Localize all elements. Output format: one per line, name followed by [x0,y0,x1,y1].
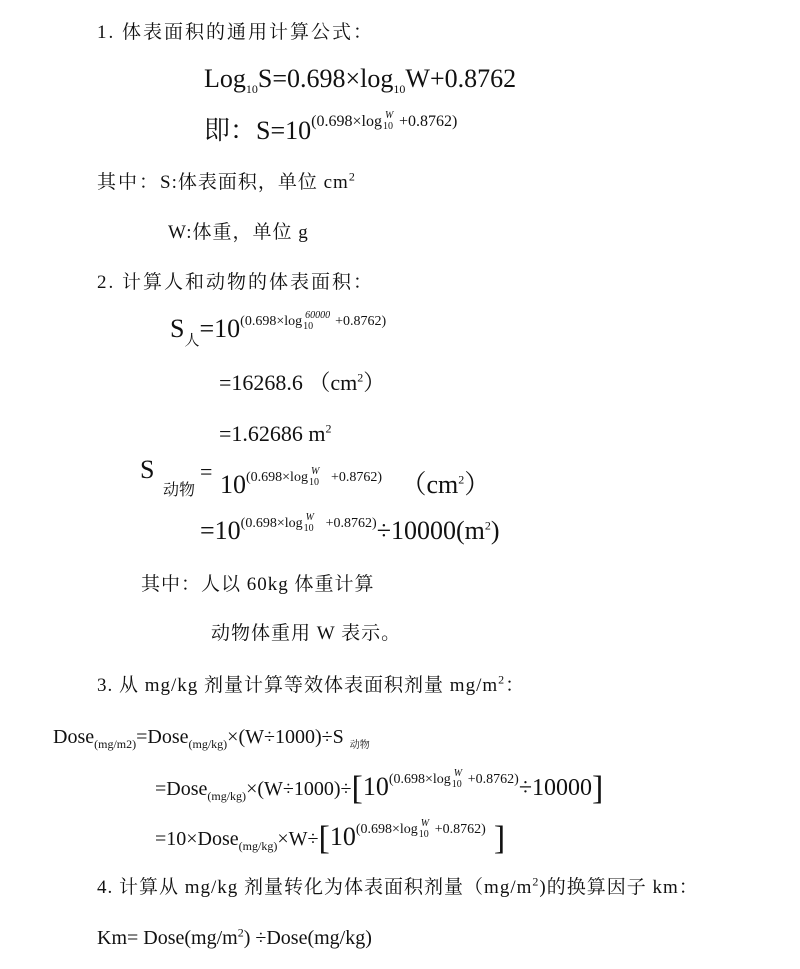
formula-text: =Dose [136,726,189,748]
formula-text: S=0.698×log [257,64,394,93]
formula-text: =10×Dose [155,828,239,850]
exponent: (0.698×log W 10 +0.8762) [246,465,383,488]
s-definition [97,169,357,193]
note-animal-weight: 动物体重用 W 表示。 [211,623,402,644]
unit-text: （cm [400,470,459,499]
superscript: 2 [532,874,540,889]
section-4-heading [97,874,699,898]
formula-text: S [170,314,185,343]
formula-text: =Dose [155,778,208,800]
formula-text: ) ÷Dose(mg/kg) [243,927,372,949]
heading-text: )的换算因子 km： [539,877,699,898]
animal-equals: = [200,459,213,484]
superscript: 2 [498,672,506,687]
s-def-text: S:体表面积，单位 cm [160,172,349,193]
formula-animal-area: $10^{(0.698\times log W 10 +0.8762)}$ $(cm^2)$ [220,465,491,499]
formula-text: 10 [220,470,246,499]
formula-text: ÷10000(m [376,516,485,545]
formula-text: Km= Dose(mg/m [97,927,238,949]
exponent: (0.698×log W 10 +0.8762) [355,817,486,840]
section-1-heading: 1. 体表面积的通用计算公式： [97,22,375,43]
formula-animal-area-m2: $=10^{(0.698\times log W 10 +0.8762)}\div 10000(m^2)$ [200,511,500,545]
formula-text: ×(W÷1000)÷ [246,778,352,800]
subscript-animal: 动物 [349,740,370,751]
superscript: 2 [237,925,244,940]
dose-formula-line-2 [155,767,604,807]
formula-text: ÷10000 [518,775,593,801]
formula-text: S=10 [256,116,312,145]
result-text: =16268.6 （cm [219,370,358,395]
formula-text: ×W÷ [277,828,319,850]
human-result-m2 [219,423,332,445]
formula-human-area [170,309,387,349]
result-text: =1.62686 m [219,421,326,446]
animal-s-symbol: S [140,455,155,484]
formula-prefix: 即： [204,116,257,145]
formula-log-form [204,64,517,97]
exponent: (0.698×log W 10 +0.8762) [311,110,458,133]
superscript: 2 [348,169,357,184]
dose-formula-line-3 [155,817,506,857]
heading-text: 4. 计算从 mg/kg 剂量转化为体表面积剂量（mg/m [97,877,533,898]
formula-text: =10 [200,516,241,545]
exponent: (0.698×log 60000 10 +0.8762) [240,309,387,332]
note-human-weight: 其中：人以 60kg 体重计算 [141,574,375,595]
right-bracket: ] [493,820,506,857]
heading-text: 3. 从 mg/kg 剂量计算等效体表面积剂量 mg/m [97,675,499,696]
where-label: 其中： [97,172,161,193]
exponent: (0.698×log W 10 +0.8762) [240,511,377,534]
subscript: 10 [393,82,406,97]
superscript: 2 [484,518,491,533]
w-definition: W:体重，单位 g [168,222,309,243]
right-bracket: ] [592,770,604,807]
subscript-human: 人 [184,333,200,349]
exponent: (0.698×log W 10 +0.8762) [388,767,519,790]
formula-text: =10 [199,314,241,343]
animal-subscript: 动物 [163,482,196,499]
formula-text: Dose [53,726,95,748]
section-3-heading: 3. 从 mg/kg 剂量计算等效体表面积剂量 $mg/m^2$： [97,672,526,696]
dose-formula-line-1 [53,726,370,751]
left-bracket: [ [318,820,330,857]
formula-exp-form [204,110,458,146]
subscript: (mg/m2) [94,737,137,751]
subscript: (mg/kg) [238,839,278,853]
formula-text: 10 [329,822,356,851]
superscript: 2 [357,370,364,385]
km-formula [97,925,372,949]
formula-text: Log [204,64,246,93]
subscript: (mg/kg) [188,737,228,751]
subscript: (mg/kg) [207,789,247,803]
superscript: 2 [458,472,465,487]
subscript: 10 [245,82,258,97]
superscript: 2 [325,421,332,436]
formula-text: ×(W÷1000)÷S [227,726,344,748]
left-bracket: [ [351,770,363,807]
formula-text: 10 [362,772,389,801]
formula-text: W+0.8762 [405,64,517,93]
section-2-heading: 2. 计算人和动物的体表面积： [97,272,375,293]
human-result-cm2: =16268.6 $(cm^2)$ [219,370,386,395]
